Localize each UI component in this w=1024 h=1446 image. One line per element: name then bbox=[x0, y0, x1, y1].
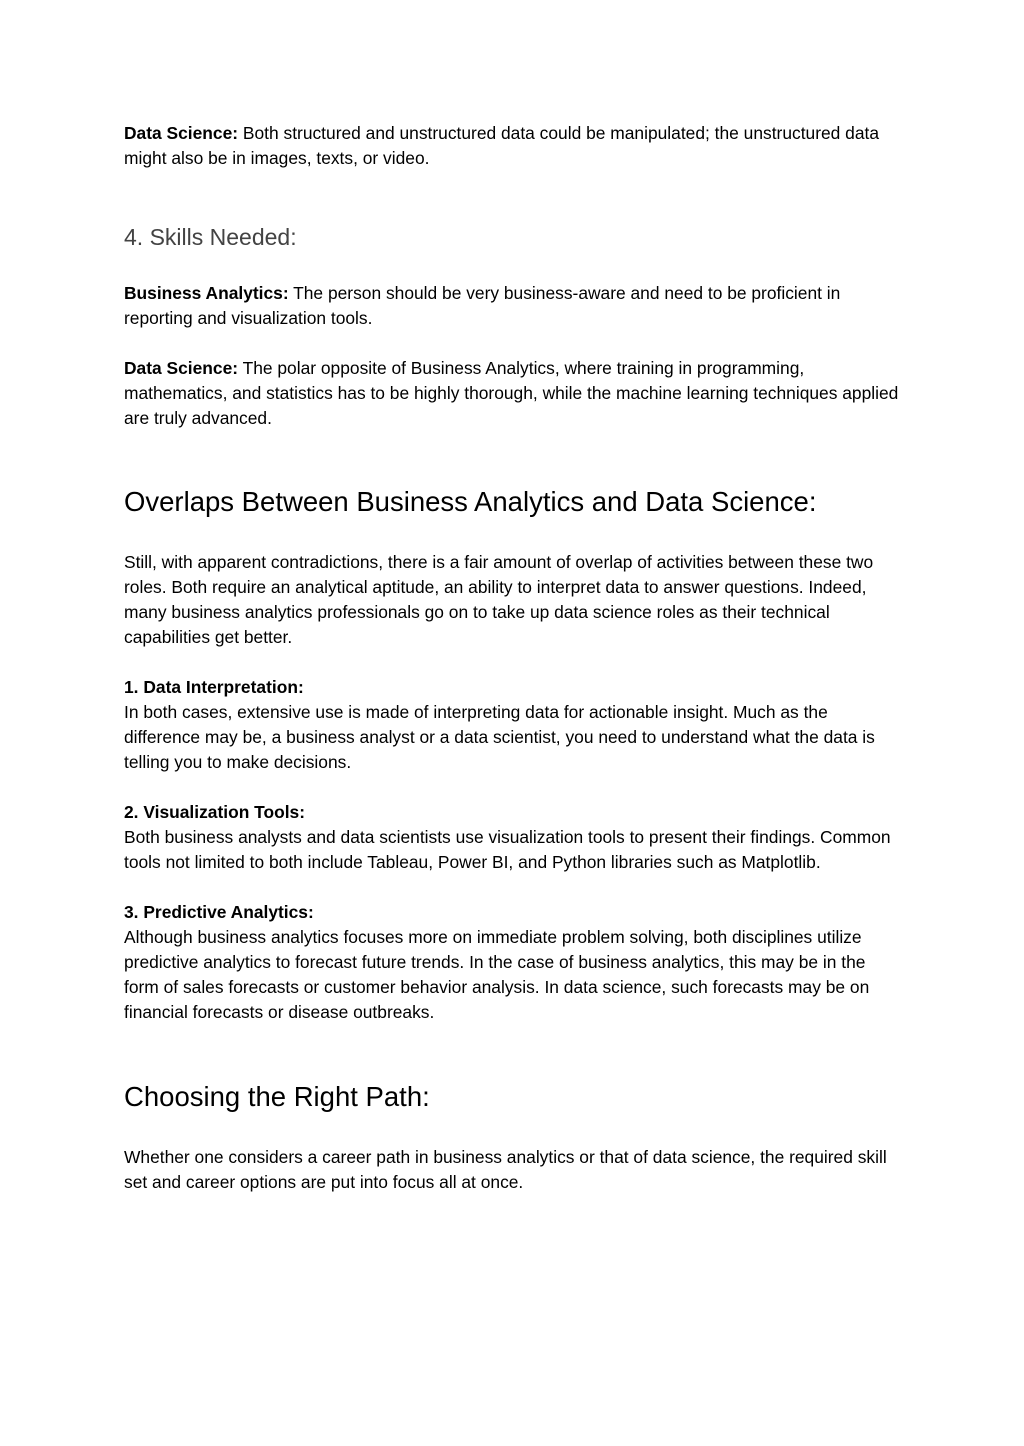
overlap-item-3-text: Although business analytics focuses more on immediate problem solving, both disciplines utilize predictive analytics to forecast future trends. In the case of business analytics, this may be in the form of sales forecasts or customer behavior analysis. In data science, such forecasts may be on financial forecasts or disease outbreaks. bbox=[124, 927, 870, 1022]
skills-ds-text: The polar opposite of Business Analytics, where training in programming, mathematics, and statistics has to be highly thorough, while the machine learning techniques applied are truly advanced. bbox=[124, 358, 899, 428]
overlaps-intro-paragraph: Still, with apparent contradictions, there is a fair amount of overlap of activities between these two roles. Both require an analytical aptitude, an ability to interpret data to answer questions. Indeed, many business analytics professionals go on to take up data science roles as their technical capabilities get better. bbox=[124, 552, 874, 647]
skills-ds-label: Data Science: bbox=[124, 358, 239, 378]
overlaps-heading: Overlaps Between Business Analytics and Data Science: bbox=[124, 486, 817, 517]
overlap-item-1-text: In both cases, extensive use is made of interpreting data for actionable insight. Much as the difference may be, a business analyst or a data scientist, you need to understand what the data is telling you to make decisions. bbox=[124, 702, 875, 772]
overlap-item-2-text: Both business analysts and data scientists use visualization tools to present their findings. Common tools not limited to both include Tableau, Power BI, and Python libraries such as Matplotlib. bbox=[124, 827, 891, 872]
document-page bbox=[124, 0, 904, 1195]
skills-heading: 4. Skills Needed: bbox=[124, 224, 297, 250]
data-science-text: Both structured and unstructured data could be manipulated; the unstructured data might also be in images, texts, or video. bbox=[124, 123, 880, 168]
skills-ba-label: Business Analytics: bbox=[124, 283, 289, 303]
skills-data-science-paragraph bbox=[124, 356, 904, 431]
data-science-data-paragraph bbox=[124, 121, 904, 171]
skills-ba-text: The person should be very business-aware and need to be proficient in reporting and visualization tools. bbox=[124, 283, 841, 328]
overlap-item-3-title: 3. Predictive Analytics: bbox=[124, 902, 314, 922]
data-science-label: Data Science: bbox=[124, 123, 239, 143]
choosing-path-heading: Choosing the Right Path: bbox=[124, 1081, 430, 1112]
skills-business-analytics-paragraph bbox=[124, 281, 904, 331]
overlap-item-1-title: 1. Data Interpretation: bbox=[124, 677, 304, 697]
choosing-path-paragraph: Whether one considers a career path in business analytics or that of data science, the required skill set and career options are put into focus all at once. bbox=[124, 1147, 887, 1192]
overlap-item-2-title: 2. Visualization Tools: bbox=[124, 802, 306, 822]
